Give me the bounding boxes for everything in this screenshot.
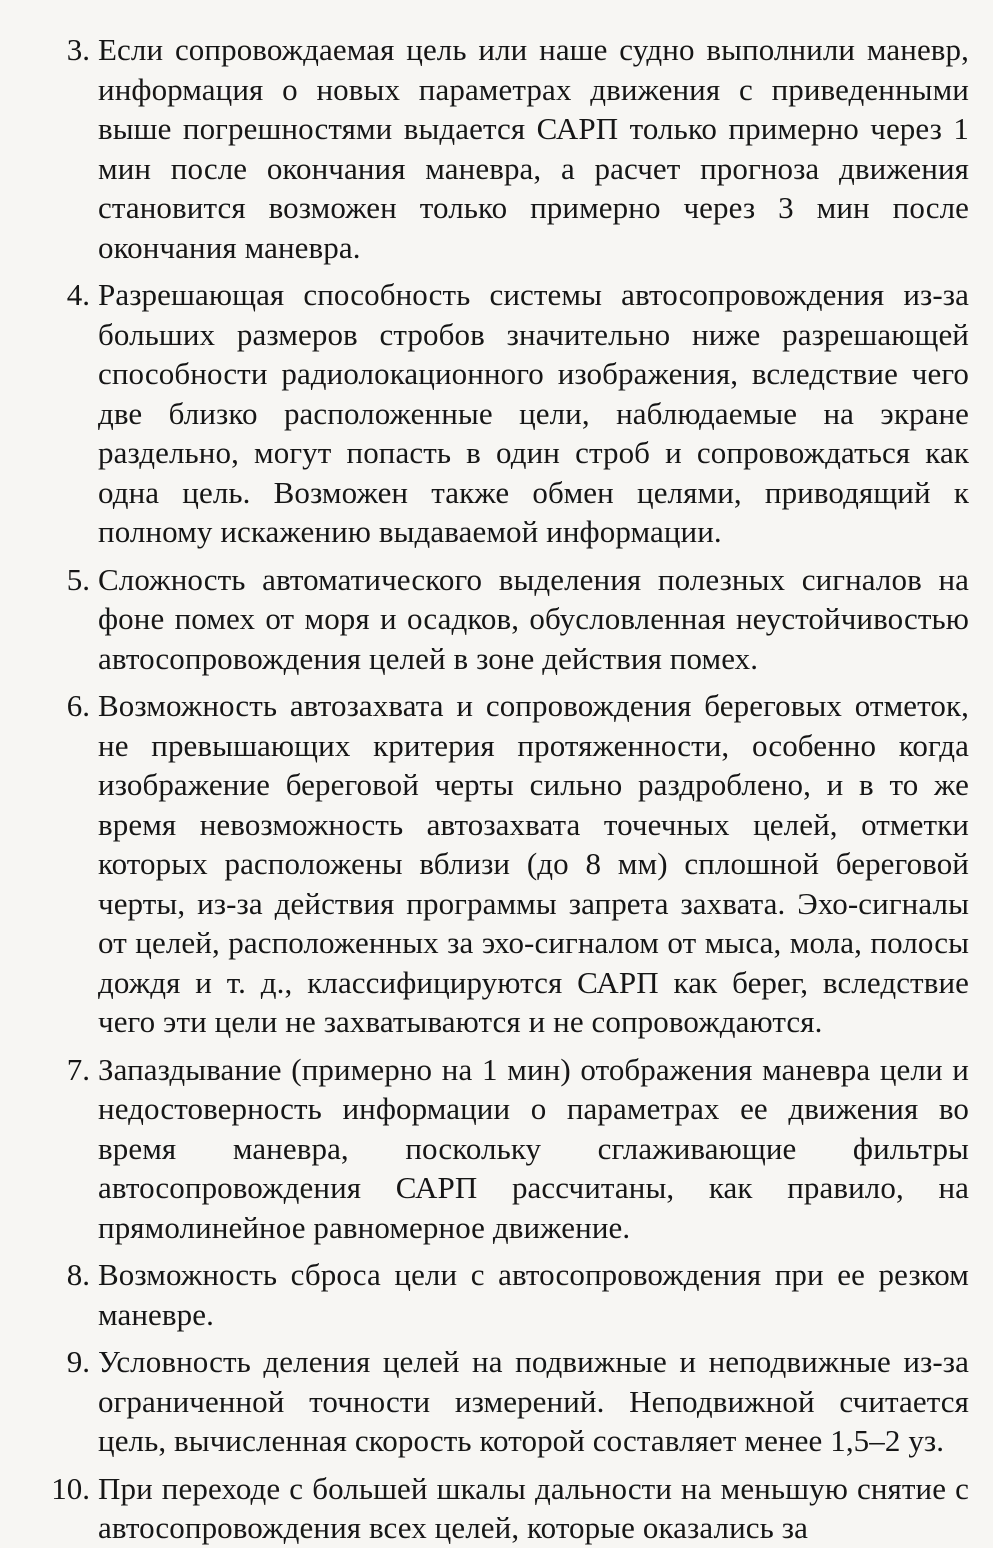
list-item-3 xyxy=(32,30,969,267)
list-item-text: Возможность сброса цели с автосопровождения при ее резком маневре. xyxy=(98,1257,969,1332)
list-item-number: 8. xyxy=(66,1257,90,1292)
list-item-number: 4. xyxy=(66,277,90,312)
list-item-text: Разрешающая способность системы автосопровождения из-за больших размеров стробов значительно ниже разрешающей способности радиолокационного изображения, вследствие чего две близко расположенные цели, наблюдаемые на экране раздельно, могут попасть в один строб и сопровождаться как одна цель. Возможен также обмен целями, приводящий к полному искажению выдаваемой информации. xyxy=(98,277,969,549)
list-item-5 xyxy=(32,560,969,679)
list-item-number: 5. xyxy=(66,561,90,597)
list-item-8 xyxy=(32,1255,969,1334)
list-item-number: 3. xyxy=(66,32,90,67)
list-item-text: Если сопровождаемая цель или наше судно выполнили маневр, информация о новых параметрах движения с приведенными выше погрешностями выдается САРП только примерно через 1 мин после окончания маневра, а расчет прогноза движения становится возможен только примерно через 3 мин после окончания маневра. xyxy=(98,32,969,265)
list-item-6 xyxy=(32,686,969,1042)
list-item-number: 9. xyxy=(66,1344,90,1379)
list-item-number: 6. xyxy=(66,688,90,723)
numbered-list xyxy=(32,30,969,1548)
list-item-number: 10. xyxy=(51,1470,90,1506)
list-item-7 xyxy=(32,1050,969,1248)
list-item-text: Сложность автоматического выделения полезных сигналов на фоне помех от моря и осадков, обусловленная неустойчивостью автосопровождения целей в зоне действия помех. xyxy=(98,561,969,676)
list-item-text: Запаздывание (примерно на 1 мин) отображения маневра цели и недостоверность информации о параметрах ее движения во время маневра, поскольку сглаживающие фильтры автосопровождения САРП рассчитаны, как правило, на прямолинейное равномерное движение. xyxy=(98,1051,969,1245)
list-item-10 xyxy=(32,1469,969,1548)
list-item-text: Условность деления целей на подвижные и неподвижные из-за ограниченной точности измерений. Неподвижной считается цель, вычисленная скорость которой составляет менее 1,5–2 уз. xyxy=(98,1344,969,1458)
list-item-text: При переходе с большей шкалы дальности на меньшую снятие с автосопровождения всех целей, которые оказались за xyxy=(98,1470,969,1545)
list-item-number: 7. xyxy=(66,1051,90,1087)
list-item-4 xyxy=(32,275,969,552)
list-item-text: Возможность автозахвата и сопровождения береговых отметок, не превышающих критерия протяженности, особенно когда изображение береговой черты сильно раздроблено, и в то же время невозможность автозахвата точечных целей, отметки которых расположены вблизи (до 8 мм) сплошной береговой черты, из-за действия программы запрета захвата. Эхо-сигналы от целей, расположенных за эхо-сигналом от мыса, мола, полосы дождя и т. д., классифицируются САРП как берег, вследствие чего эти цели не захватываются и не сопровождаются. xyxy=(98,688,969,1039)
list-item-9 xyxy=(32,1342,969,1461)
